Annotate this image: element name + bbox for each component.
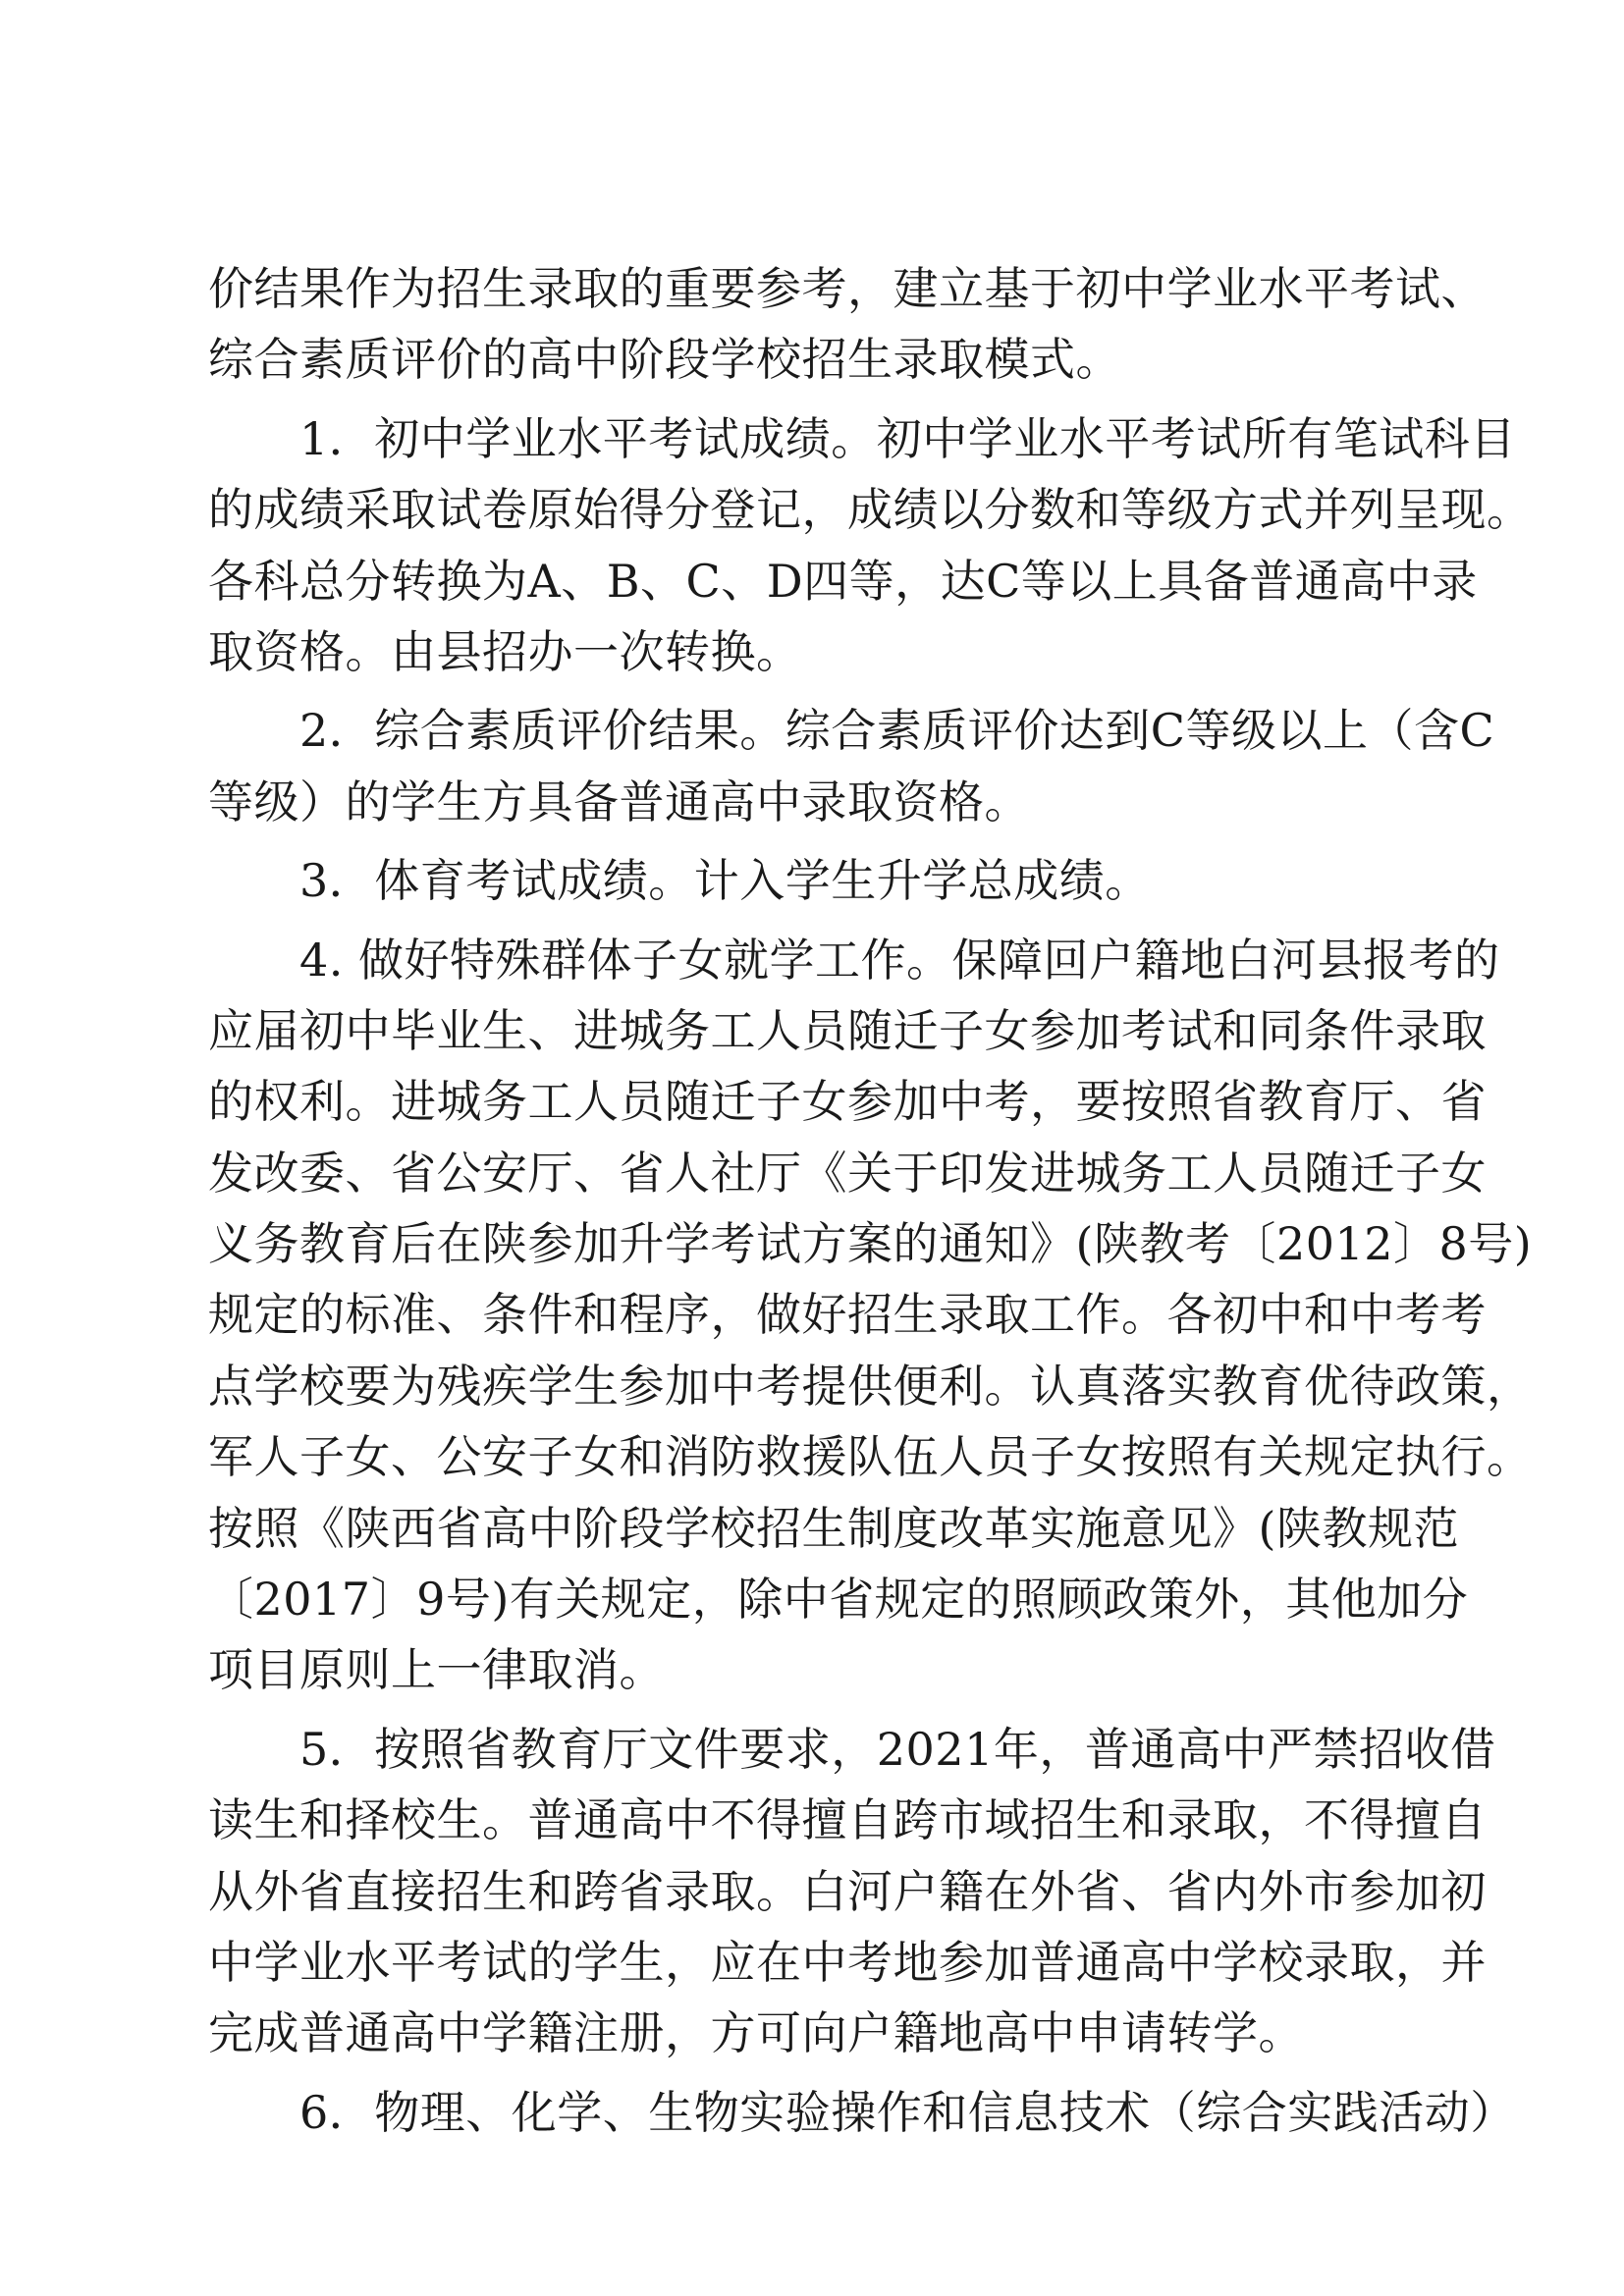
text-line: 的成绩采取试卷原始得分登记，成绩以分数和等级方式并列呈现。 — [208, 483, 1533, 537]
text-line: 2．综合素质评价结果。综合素质评价达到C等级以上（含C — [208, 704, 1495, 758]
text-line: 读生和择校生。普通高中不得擅自跨市域招生和录取，不得擅自 — [208, 1793, 1487, 1847]
text-line: 〔2017〕9号)有关规定，除中省规定的照顾政策外，其他加分 — [208, 1573, 1469, 1627]
text-line: 完成普通高中学籍注册，方可向户籍地高中申请转学。 — [208, 2006, 1304, 2060]
text-line: 取资格。由县招办一次转换。 — [208, 624, 802, 678]
text-line: 从外省直接招生和跨省录取。白河户籍在外省、省内外市参加初 — [208, 1864, 1487, 1918]
text-line: 6．物理、化学、生物实验操作和信息技术（综合实践活动） — [208, 2085, 1516, 2139]
text-line: 3．体育考试成绩。计入学生升学总成绩。 — [208, 854, 1151, 908]
text-line: 规定的标准、条件和程序，做好招生录取工作。各初中和中考考 — [208, 1288, 1487, 1342]
text-line: 等级）的学生方具备普通高中录取资格。 — [208, 774, 1030, 828]
text-line: 中学业水平考试的学生，应在中考地参加普通高中学校录取，并 — [208, 1935, 1487, 1989]
text-line: 5．按照省教育厅文件要求，2021年，普通高中严禁招收借 — [208, 1722, 1496, 1776]
text-line: 的权利。进城务工人员随迁子女参加中考，要按照省教育厅、省 — [208, 1075, 1487, 1129]
text-line: 军人子女、公安子女和消防救援队伍人员子女按照有关规定执行。 — [208, 1430, 1533, 1484]
text-line: 综合素质评价的高中阶段学校招生录取模式。 — [208, 333, 1121, 387]
text-line: 点学校要为残疾学生参加中考提供便利。认真落实教育优待政策， — [208, 1359, 1533, 1413]
text-line: 价结果作为招生录取的重要参考，建立基于初中学业水平考试、 — [208, 262, 1487, 315]
text-line: 各科总分转换为A、B、C、D四等，达C等以上具备普通高中录 — [208, 554, 1478, 608]
text-line: 1．初中学业水平考试成绩。初中学业水平考试所有笔试科目 — [208, 411, 1516, 465]
text-line: 按照《陕西省高中阶段学校招生制度改革实施意见》(陕教规范 — [208, 1501, 1459, 1555]
text-line: 义务教育后在陕参加升学考试方案的通知》(陕教考〔2012〕8号) — [208, 1217, 1533, 1271]
text-line: 4. 做好特殊群体子女就学工作。保障回户籍地白河县报考的 — [208, 933, 1500, 987]
document-body — [208, 253, 1533, 2148]
text-line: 发改委、省公安厅、省人社厅《关于印发进城务工人员随迁子女 — [208, 1146, 1487, 1200]
text-line: 项目原则上一律取消。 — [208, 1643, 665, 1697]
text-line: 应届初中毕业生、进城务工人员随迁子女参加考试和同条件录取 — [208, 1003, 1487, 1057]
